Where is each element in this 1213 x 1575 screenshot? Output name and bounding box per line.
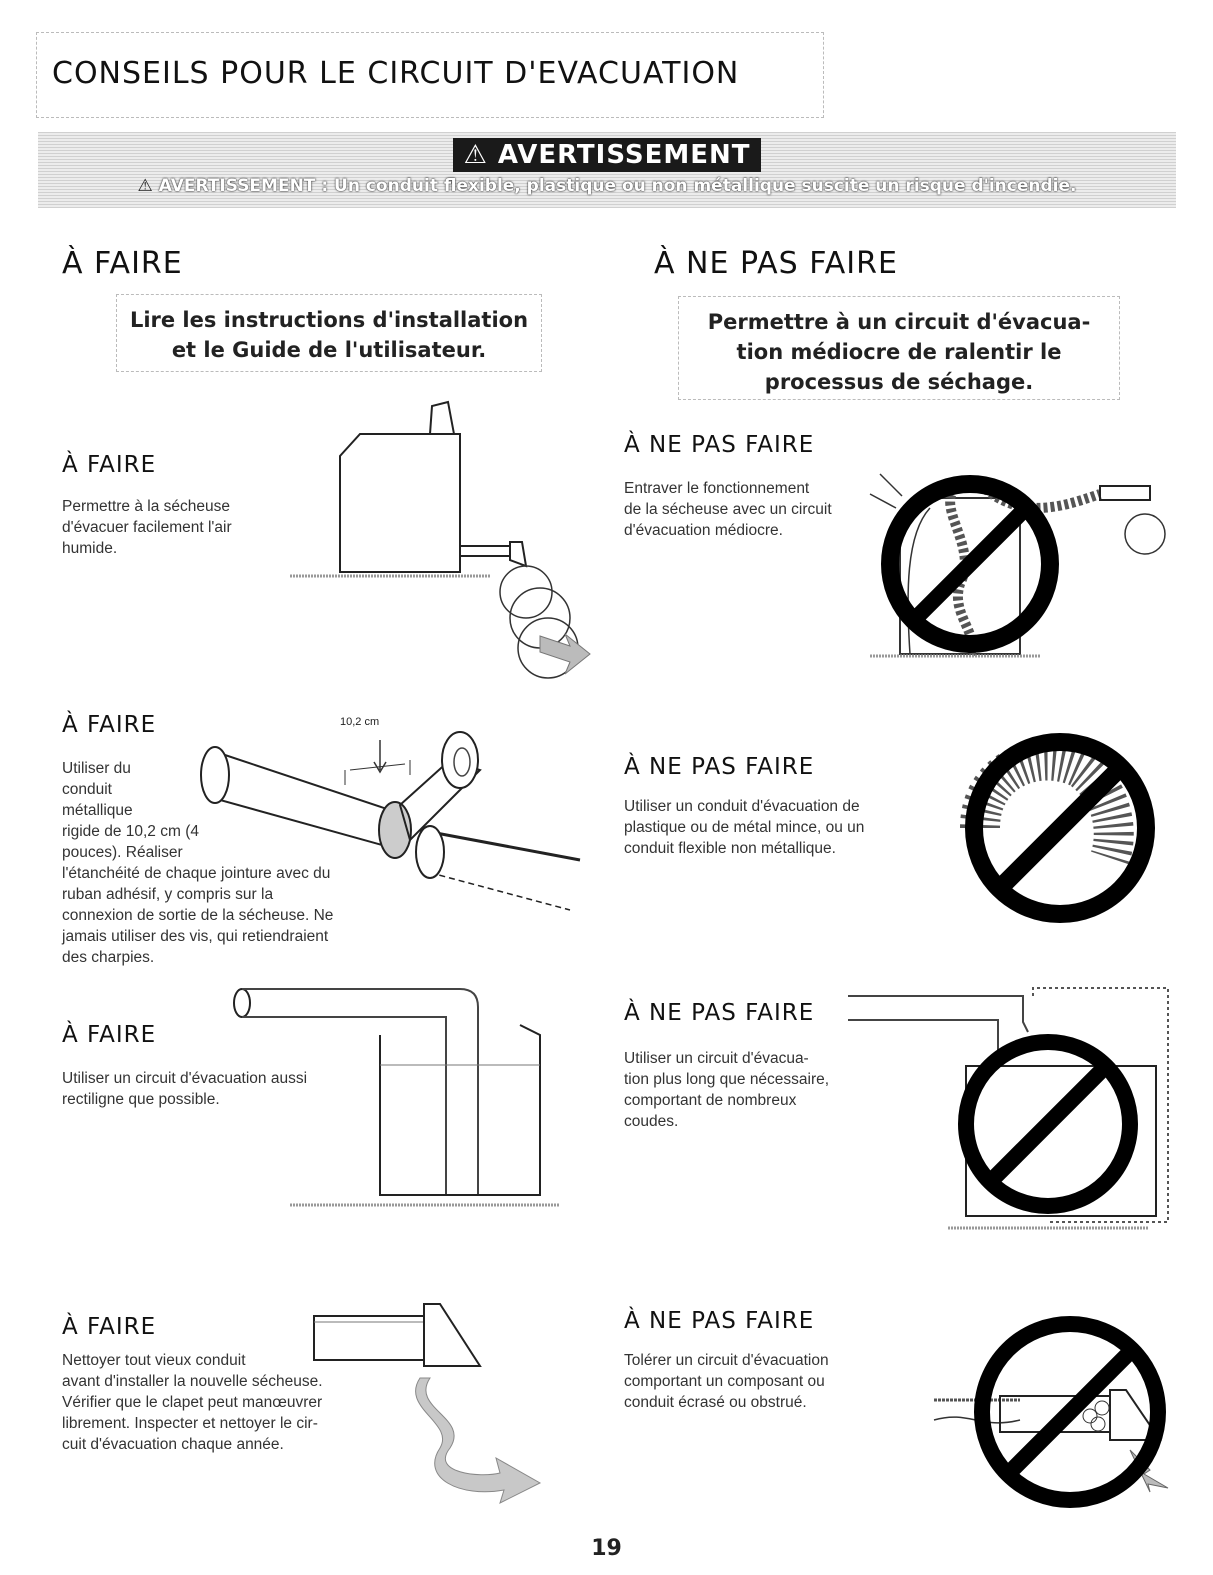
rigid-duct-illustration <box>190 730 580 930</box>
crushed-duct-illustration <box>930 1300 1180 1520</box>
do-item1-text: Permettre à la sécheuse d'évacuer facilement l'air humide. <box>62 498 232 557</box>
warning-triangle-icon: ⚠ <box>463 140 498 170</box>
do-note-line2: et le Guide de l'utilisateur. <box>171 338 487 362</box>
do-item3-heading: À FAIRE <box>62 1022 157 1048</box>
do-item4-heading: À FAIRE <box>62 1314 157 1340</box>
dont-item4-text: Tolérer un circuit d'évacuation comportant un composant ou conduit écrasé ou obstrué. <box>624 1352 829 1411</box>
dont-note-line2: tion médiocre de ralentir le <box>736 340 1062 364</box>
flexible-duct-illustration <box>960 728 1180 928</box>
dont-item4-heading: À NE PAS FAIRE <box>624 1308 815 1334</box>
warning-banner <box>38 132 1176 208</box>
do-note-line1: Lire les instructions d'installation <box>129 308 529 332</box>
dryer-vent-good-illustration <box>290 396 610 686</box>
straight-vent-illustration <box>220 985 580 1225</box>
prohibited-icon <box>890 484 1050 644</box>
do-item4-text: Nettoyer tout vieux conduit avant d'installer la nouvelle sécheuse. Vérifier que le clapet peut manœuvrer librement. Inspecter et nettoyer le cir- cuit d'évacuation chaque année. <box>62 1352 323 1453</box>
dont-item3-text: Utiliser un circuit d'évacua- tion plus long que nécessaire, comportant de nombreux coudes. <box>624 1050 830 1130</box>
long-vent-illustration <box>848 982 1178 1242</box>
dont-note-box <box>678 296 1120 400</box>
warning-text: ⚠ AVERTISSEMENT : Un conduit flexible, plastique ou non métallique suscite un risque d'incendie. <box>137 176 1077 196</box>
dont-item2-heading: À NE PAS FAIRE <box>624 754 815 780</box>
do-item1-heading: À FAIRE <box>62 452 157 478</box>
do-item2-heading: À FAIRE <box>62 712 157 738</box>
dont-heading: À NE PAS FAIRE <box>654 246 898 281</box>
do-heading: À FAIRE <box>62 246 183 281</box>
dont-item1-heading: À NE PAS FAIRE <box>624 432 815 458</box>
dont-item3-heading: À NE PAS FAIRE <box>624 1000 815 1026</box>
page-number: 19 <box>591 1536 622 1561</box>
do-item3-text: Utiliser un circuit d'évacuation aussi rectiligne que possible. <box>62 1070 308 1108</box>
prohibited-icon <box>982 1324 1158 1500</box>
dont-note-line3: processus de séchage. <box>764 370 1034 394</box>
page-title: CONSEILS POUR LE CIRCUIT D'EVACUATION <box>52 56 740 91</box>
poor-exhaust-illustration <box>870 464 1190 664</box>
dimension-label: 10,2 cm <box>340 716 380 728</box>
do-item2-text: Utiliser du conduit métallique rigide de 10,2 cm (4 pouces). Réaliser l'étanchéité de chaque jointure avec du ruban adhésif, y compris sur la connexion de sortie de la sécheuse. Ne jamais utiliser des vis, qui retiendraient des charpies. <box>62 760 334 966</box>
warning-small-icon: ⚠ <box>137 176 159 196</box>
vent-hood-illustration <box>300 1298 560 1508</box>
dont-item2-text: Utiliser un conduit d'évacuation de plastique ou de métal mince, ou un conduit flexible non métallique. <box>624 798 865 857</box>
do-note-box <box>116 294 542 372</box>
dont-item1-text: Entraver le fonctionnement de la sécheuse avec un circuit d'évacuation médiocre. <box>624 480 832 539</box>
dont-note-line1: Permettre à un circuit d'évacua- <box>707 310 1091 334</box>
warning-heading: ⚠ AVERTISSEMENT <box>38 140 1176 170</box>
